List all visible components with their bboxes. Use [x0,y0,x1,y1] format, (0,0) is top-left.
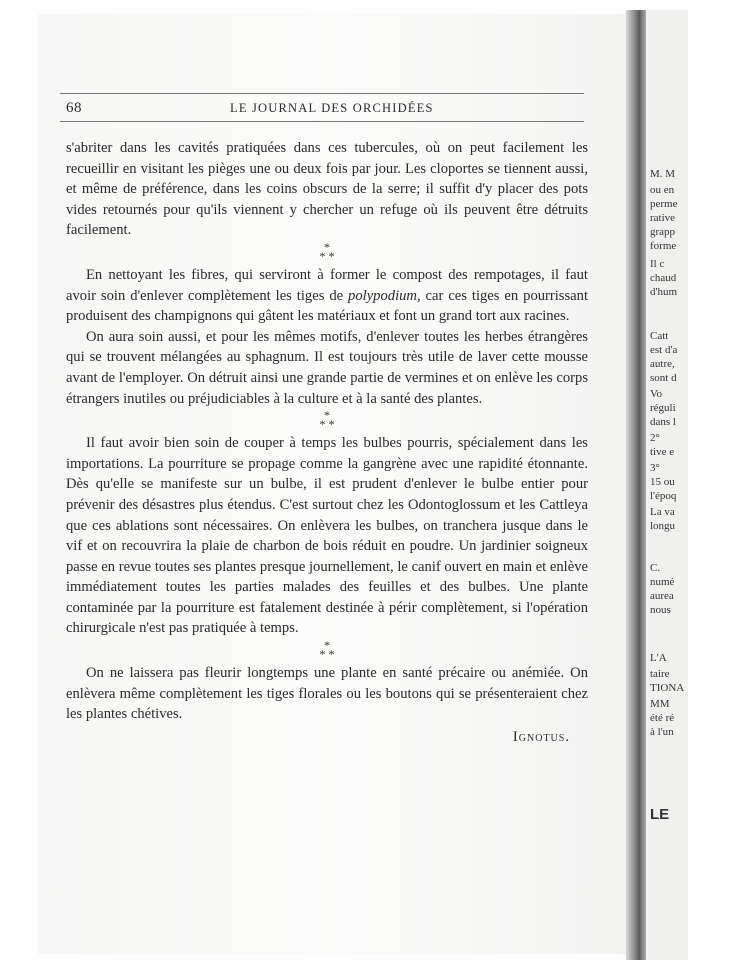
separator-star: * [324,408,330,423]
separator-stars-pair [66,647,588,662]
header-rule-top [60,93,584,94]
running-title: LE JOURNAL DES ORCHIDÉES [230,101,434,115]
polypodium-italic: polypodium, [348,287,421,304]
paragraph-fibres [66,265,588,327]
author-signature: Ignotus. [512,728,570,745]
facing-page-fragment: TIONA [650,682,685,694]
section-separator [66,639,588,663]
book-gutter [626,10,648,960]
facing-page-fragment: Vo [650,388,663,400]
facing-page-fragment: grapp [650,226,676,238]
separator-star: * [328,647,335,662]
facing-page-fragment: réguli [650,402,676,414]
facing-page-fragment: perme [650,198,678,210]
facing-page-fragment: ou en [650,184,675,196]
facing-page-fragment: taire [650,668,670,680]
facing-page-fragment: M. M [650,168,676,180]
separator-star: * [319,417,326,432]
facing-page-fragment: d'hum [650,286,678,298]
separator-star: * [324,638,330,653]
facing-page-edge [646,10,690,960]
facing-page-fragment: numé [650,576,675,588]
scan-margin [688,0,750,969]
paragraph-fibres-text-1: En nettoyant les fibres, qui serviront à former le compost des rempotages, il faut avoir soin d'enlever complètement les tiges de [66,266,588,304]
facing-page-fragment: dans l [650,416,676,428]
facing-page-fragment: forme [650,240,677,252]
section-separator [66,409,588,433]
paragraph-floraison: On ne laissera pas fleurir longtemps une plante en santé précaire ou anémiée. On enlèvera même complètement les tiges florales ou les boutons qui se présenteraient chez les plantes chétives. [66,665,588,723]
facing-page-fragment: chaud [650,272,677,284]
facing-page-fragment: à l'un [650,726,674,738]
separator-star: * [319,248,326,263]
facing-page-fragment: 15 ou [650,476,675,488]
facing-page-fragment: LE [650,806,670,823]
facing-page-fragment: nous [650,604,671,616]
facing-page-fragment: Catt [650,330,669,342]
paragraph-sphagnum: On aura soin aussi, et pour les mêmes motifs, d'enlever toutes les herbes étrangères qui se trouvent mélangées au sphagnum. Il est toujours très utile de laver cette mousse avant de l'employer. On détruit ainsi une grande partie de vermines et on enlève les corps étrangers inutiles ou préjudiciables à la culture et à la santé des plantes. [66,328,588,407]
facing-page-fragment: 3° [650,462,660,474]
facing-page-fragment: Il c [650,258,665,270]
separator-star: * [319,647,326,662]
facing-page-fragment: aurea [650,590,674,602]
facing-page-fragment: L'A [650,652,667,664]
separator-star: * [324,239,330,254]
section-separator [66,241,588,265]
paragraph-bulbes: Il faut avoir bien soin de couper à temps les bulbes pourris, spécialement dans les importations. La pourriture se propage comme la gangrène avec une rapidité étonnante. Dès qu'elle se manifeste sur un bulbe, il est prudent d'enlever le bulbe entier pour prévenir des désastres plus étendus. C'est surtout chez les Odontoglossum et les Cattleya que ces ablations sont nécessaires. On enlèvera les bulbes, on tranchera jusque dans le vif et on recouvrira la plaie de charbon de bois réduit en poudre. Un jardinier soigneux passe en revue toutes ses plantes presque journellement, le canif ouvert en main et enlève immédiatement toutes les parties malades des feuilles et des bulbes. Une plante contaminée par la pourriture est fatalement destinée à périr complètement, si l'opération chirurgicale n'est pas pratiquée à temps. [66,435,588,637]
facing-page-fragment: l'époq [650,490,677,502]
facing-page-fragment: été ré [650,712,675,724]
paragraph-fibres-text-2: car ces tiges en pourrissant produisent des champignons qui gâtent les matériaux et font un grand tort aux racines. [66,287,588,325]
separator-stars-pair [66,248,588,263]
facing-page-fragment: est d'a [650,344,678,356]
facing-page-fragment: rative [650,212,676,224]
page-number: 68 [66,100,82,116]
facing-page-fragment: sont d [650,372,677,384]
facing-page-fragment: autre, [650,358,675,370]
separator-star: * [328,417,335,432]
facing-page-fragment: longu [650,520,676,532]
paragraph-continuation: s'abriter dans les cavités pratiquées dans ces tubercules, où on peut facilement les recueillir en visitant les pièges une ou deux fois par jour. Les cloportes se tiennent aussi, et même de préférence, dans les coins obscurs de la serre; il suffit d'y placer des pots vides retournés pour qu'ils viennent y chercher un refuge où ils peuvent être détruits facilement. [66,140,588,239]
facing-page-fragment: La va [650,506,675,518]
separator-stars-pair [66,417,588,432]
facing-page-fragment: MM [650,698,670,710]
facing-page-fragment: 2° [650,432,660,444]
header-rule-bottom [60,121,584,122]
facing-page-fragment: tive e [650,446,675,458]
facing-page-fragment: C. [650,562,661,574]
article-body [66,138,588,747]
separator-star: * [328,248,335,263]
